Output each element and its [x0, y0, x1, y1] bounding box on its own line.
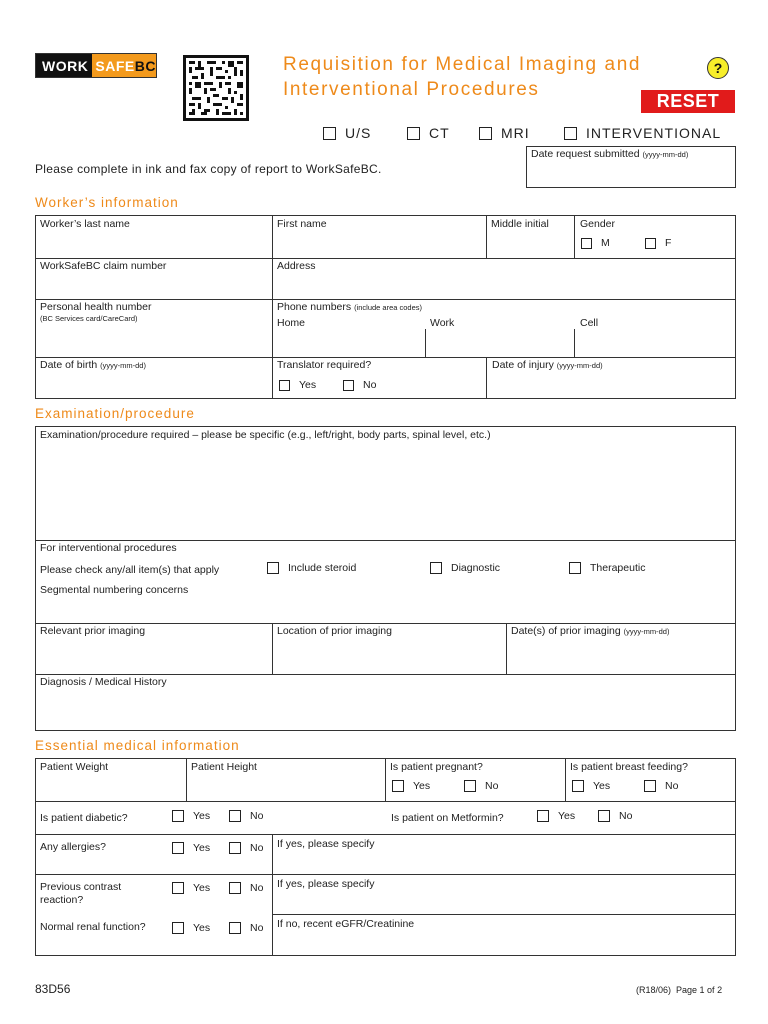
- doi-format: (yyyy-mm-dd): [556, 361, 603, 370]
- metformin-yes-option[interactable]: [537, 810, 575, 822]
- pregnant-no-option[interactable]: [464, 780, 498, 792]
- breast-no-label: No: [665, 780, 679, 792]
- contrast-label-line1: Previous contrast: [40, 881, 122, 893]
- instructions-text: Please complete in ink and fax copy of report to WorkSafeBC.: [35, 162, 382, 176]
- pregnant-no-checkbox[interactable]: [464, 780, 476, 792]
- dates-prior-label: [511, 625, 669, 637]
- breast-yes-option[interactable]: [572, 780, 610, 792]
- logo-bc: BC: [134, 57, 156, 74]
- therapeutic-option[interactable]: [569, 562, 645, 574]
- contrast-label-line2: reaction?: [40, 894, 84, 906]
- translator-no-checkbox[interactable]: [343, 380, 354, 391]
- steroid-label: Include steroid: [288, 562, 357, 574]
- renal-yes-checkbox[interactable]: [172, 922, 184, 934]
- phn-note: (BC Services card/CareCard): [40, 314, 138, 323]
- phn-label: Personal health number: [40, 301, 152, 313]
- prior-imaging-label: Relevant prior imaging: [40, 625, 146, 637]
- modality-ct[interactable]: [407, 125, 450, 141]
- phone-label-text: Phone numbers: [277, 301, 352, 313]
- check-apply-label: Please check any/all item(s) that apply: [40, 564, 220, 576]
- modality-ct-checkbox[interactable]: [407, 127, 420, 140]
- contrast-specify-label: If yes, please specify: [277, 878, 375, 890]
- modality-mri[interactable]: [479, 125, 530, 141]
- allergies-yes-label: Yes: [193, 842, 211, 854]
- renal-label: Normal renal function?: [40, 921, 146, 933]
- segmental-label: Segmental numbering concerns: [40, 584, 189, 596]
- pregnant-yes-option[interactable]: [392, 780, 430, 792]
- height-label: Patient Height: [191, 761, 257, 773]
- date-request-format: (yyyy-mm-dd): [642, 150, 689, 159]
- allergies-yes-checkbox[interactable]: [172, 842, 184, 854]
- medical-heading: Essential medical information: [35, 738, 240, 753]
- date-request-label-text: Date request submitted: [531, 148, 640, 160]
- modality-interventional-label: INTERVENTIONAL: [586, 125, 722, 141]
- allergies-no-label: No: [250, 842, 264, 854]
- diabetic-yes-checkbox[interactable]: [172, 810, 184, 822]
- page-number: Page 1 of 2: [676, 985, 723, 995]
- diagnostic-option[interactable]: [430, 562, 500, 574]
- modality-ct-label: CT: [429, 125, 450, 141]
- gender-m-label: M: [601, 237, 610, 249]
- revision-text: (R18/06): [636, 985, 672, 995]
- workers-info-heading: Worker’s information: [35, 195, 179, 210]
- translator-yes-checkbox[interactable]: [279, 380, 290, 391]
- modality-interventional-checkbox[interactable]: [564, 127, 577, 140]
- logo-safebc-text: [92, 54, 156, 77]
- doi-label: [492, 359, 603, 371]
- address-label: Address: [277, 260, 316, 272]
- modality-us-label: U/S: [345, 125, 372, 141]
- allergies-no-checkbox[interactable]: [229, 842, 241, 854]
- form-code: 83D56: [35, 982, 71, 996]
- diabetic-no-label: No: [250, 810, 264, 822]
- breast-yes-checkbox[interactable]: [572, 780, 584, 792]
- page-info: [636, 985, 722, 995]
- gender-m-option[interactable]: [581, 237, 610, 249]
- pregnant-yes-checkbox[interactable]: [392, 780, 404, 792]
- gender-f-checkbox[interactable]: [645, 238, 656, 249]
- allergies-label: Any allergies?: [40, 841, 106, 853]
- renal-yes-option[interactable]: [172, 922, 210, 934]
- form-title-line1: Requisition for Medical Imaging and: [283, 54, 642, 75]
- barcode-2d-icon: [183, 54, 249, 122]
- pregnant-no-label: No: [485, 780, 499, 792]
- metformin-yes-label: Yes: [558, 810, 576, 822]
- modality-interventional[interactable]: [564, 125, 721, 141]
- diabetic-yes-option[interactable]: [172, 810, 210, 822]
- metformin-no-checkbox[interactable]: [598, 810, 610, 822]
- medical-rows: [35, 801, 736, 956]
- metformin-no-option[interactable]: [598, 810, 632, 822]
- diagnosis-label: Diagnosis / Medical History: [40, 676, 167, 688]
- gender-f-option[interactable]: [645, 237, 671, 249]
- weight-label: Patient Weight: [40, 761, 109, 773]
- claim-number-label: WorkSafeBC claim number: [40, 260, 167, 272]
- location-prior-label: Location of prior imaging: [277, 625, 392, 637]
- modality-us[interactable]: [323, 125, 371, 141]
- diabetic-yes-label: Yes: [193, 810, 211, 822]
- modality-mri-checkbox[interactable]: [479, 127, 492, 140]
- dob-format: (yyyy-mm-dd): [100, 361, 146, 370]
- contrast-yes-checkbox[interactable]: [172, 882, 184, 894]
- therapeutic-checkbox[interactable]: [569, 562, 581, 574]
- renal-no-label: No: [250, 922, 264, 934]
- breast-no-checkbox[interactable]: [644, 780, 656, 792]
- form-title-line2: Interventional Procedures: [283, 79, 540, 100]
- pregnant-label: Is patient pregnant?: [390, 761, 483, 773]
- diabetic-label: Is patient diabetic?: [40, 812, 128, 824]
- metformin-no-label: No: [619, 810, 633, 822]
- renal-no-checkbox[interactable]: [229, 922, 241, 934]
- translator-yes-label: Yes: [299, 379, 317, 391]
- translator-label: Translator required?: [277, 359, 372, 371]
- pregnant-yes-label: Yes: [413, 780, 431, 792]
- dates-prior-label-text: Date(s) of prior imaging: [511, 625, 621, 637]
- contrast-yes-label: Yes: [193, 882, 211, 894]
- modality-mri-label: MRI: [501, 125, 530, 141]
- therapeutic-label: Therapeutic: [590, 562, 646, 574]
- steroid-option[interactable]: [267, 562, 356, 574]
- worksafebc-logo: [35, 53, 157, 78]
- breast-no-option[interactable]: [644, 780, 678, 792]
- interventional-label: For interventional procedures: [40, 542, 177, 554]
- date-request-field[interactable]: [526, 146, 736, 188]
- translator-no-option[interactable]: [343, 379, 376, 391]
- contrast-no-option[interactable]: [229, 882, 263, 894]
- renal-no-option[interactable]: [229, 922, 263, 934]
- form-title: [283, 52, 641, 102]
- last-name-label: Worker’s last name: [40, 218, 130, 230]
- logo-safe: SAFE: [95, 57, 135, 74]
- diabetic-no-option[interactable]: [229, 810, 263, 822]
- metformin-yes-checkbox[interactable]: [537, 810, 549, 822]
- contrast-yes-option[interactable]: [172, 882, 210, 894]
- work-phone-label: Work: [430, 317, 455, 329]
- home-phone-label: Home: [277, 317, 306, 329]
- phone-label: [277, 301, 422, 313]
- middle-initial-label: Middle initial: [491, 218, 549, 230]
- reset-button[interactable]: RESET: [641, 90, 735, 113]
- steroid-checkbox[interactable]: [267, 562, 279, 574]
- diagnostic-checkbox[interactable]: [430, 562, 442, 574]
- medical-row-1: [35, 758, 736, 802]
- dob-label: [40, 359, 146, 371]
- allergies-no-option[interactable]: [229, 842, 263, 854]
- diabetic-no-checkbox[interactable]: [229, 810, 241, 822]
- breast-label: Is patient breast feeding?: [570, 761, 688, 773]
- breast-yes-label: Yes: [593, 780, 611, 792]
- logo-work-text: WORK: [36, 54, 92, 77]
- date-request-label: [531, 148, 688, 160]
- cell-phone-label: Cell: [580, 317, 599, 329]
- renal-yes-label: Yes: [193, 922, 211, 934]
- exam-heading: Examination/procedure: [35, 406, 195, 421]
- translator-no-label: No: [363, 379, 377, 391]
- gender-label: Gender: [580, 218, 616, 230]
- contrast-no-checkbox[interactable]: [229, 882, 241, 894]
- modality-us-checkbox[interactable]: [323, 127, 336, 140]
- allergies-yes-option[interactable]: [172, 842, 210, 854]
- dates-prior-format: (yyyy-mm-dd): [623, 627, 670, 636]
- first-name-label: First name: [277, 218, 327, 230]
- help-icon[interactable]: ?: [707, 57, 729, 79]
- exam-table: [35, 426, 736, 731]
- workers-info-table: [35, 215, 736, 399]
- doi-label-text: Date of injury: [492, 359, 554, 371]
- phone-note: (include area codes): [354, 303, 423, 312]
- exam-required-label: Examination/procedure required – please be specific (e.g., left/right, body parts, spinal level, etc.): [40, 429, 491, 441]
- gender-f-label: F: [665, 237, 672, 249]
- dob-label-text: Date of birth: [40, 359, 98, 371]
- metformin-label: Is patient on Metformin?: [391, 812, 504, 824]
- diagnostic-label: Diagnostic: [451, 562, 501, 574]
- egfr-label: If no, recent eGFR/Creatinine: [277, 918, 415, 930]
- gender-m-checkbox[interactable]: [581, 238, 592, 249]
- allergies-specify-label: If yes, please specify: [277, 838, 375, 850]
- contrast-no-label: No: [250, 882, 264, 894]
- translator-yes-option[interactable]: [279, 379, 316, 391]
